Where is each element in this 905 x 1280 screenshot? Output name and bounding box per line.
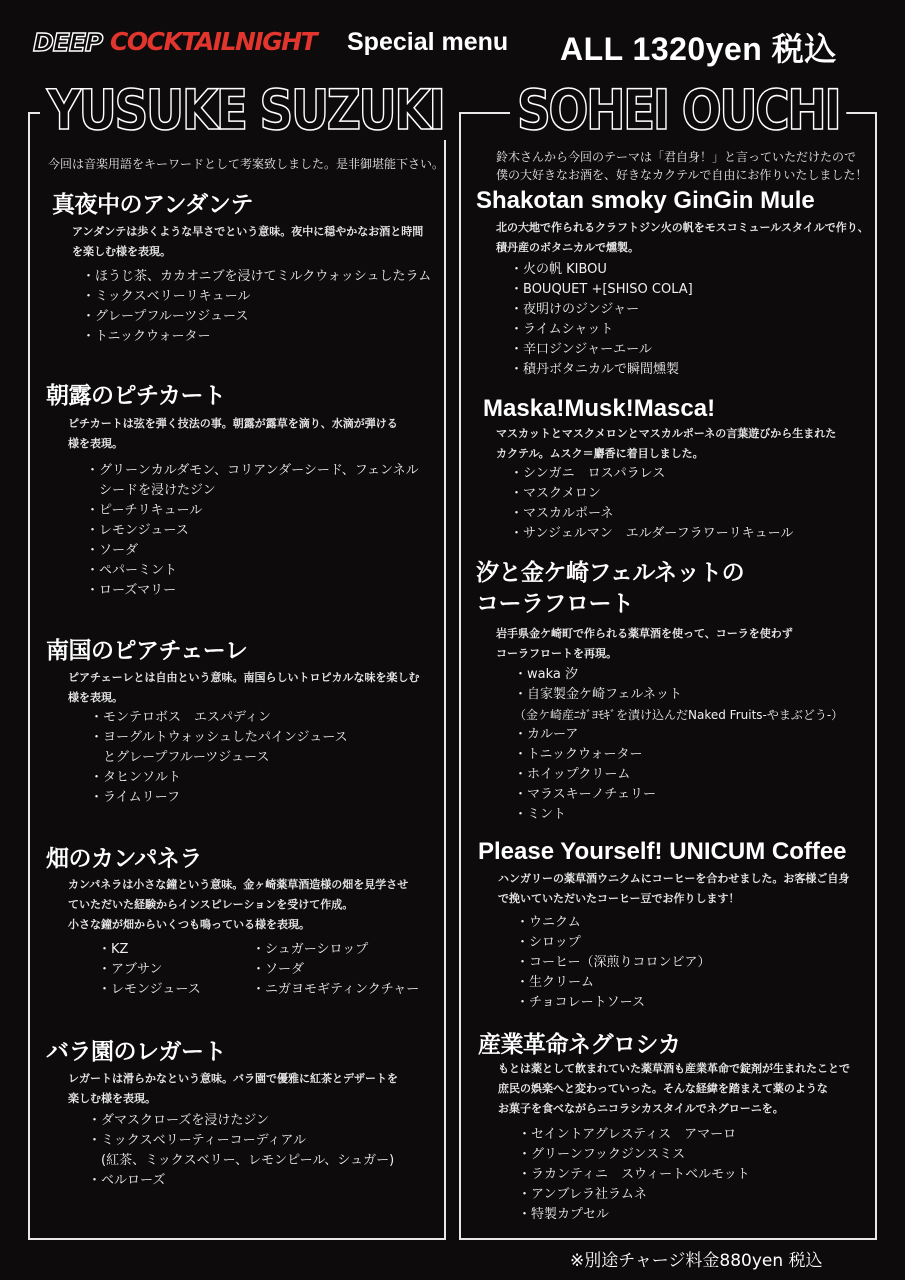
right-intro: 鈴木さんから今回のテーマは「君自身！」と言っていただけたので 僕の大好きなお酒を、好きなカクテルで自由にお作りいたしました！ (496, 150, 868, 182)
cocktail-name: Shakotan smoky GinGin Mule (476, 187, 815, 214)
ingredient: ・ベルローズ (88, 1173, 166, 1188)
ingredient-list (516, 913, 710, 1013)
ingredient: ・トニックウォーター (82, 329, 211, 344)
ingredient: ・ホイップクリーム (514, 767, 631, 782)
cocktail-name: 真夜中のアンダンテ (52, 192, 253, 218)
ingredient-list (88, 1111, 394, 1191)
ingredient: ・ほうじ茶、カカオニブを浸けてミルクウォッシュしたラム (82, 269, 432, 284)
ingredient: ・ウニクム (516, 915, 581, 930)
ingredient: （金ケ崎産ﾆｶﾞﾖﾓｷﾞを漬け込んだNaked Fruits-やまぶどう-） (514, 708, 844, 722)
ingredient: ・ミックスベリーティーコーディアル (88, 1133, 307, 1148)
ingredient: ・自家製金ケ崎フェルネット (514, 687, 682, 702)
ingredient: ・シンガニ ロスパラレス (510, 466, 666, 481)
ingredient-list (252, 940, 419, 1000)
cocktail-desc: レガートは滑らかなという意味。バラ園で優雅に紅茶とデザートを 楽しむ様を表現。 (68, 1072, 398, 1105)
cocktail-desc: ピアチェーレとは自由という意味。南国らしいトロピカルな味を楽しむ 様を表現。 (68, 671, 420, 704)
ingredient-list (82, 267, 431, 347)
ingredient: ・ミックスベリーリキュール (82, 289, 251, 304)
ingredient: ・ニガヨモギティンクチャー (252, 982, 420, 997)
ingredient: ・モンテロボス エスパディン (90, 710, 271, 725)
ingredient: ・ライムシャット (510, 322, 614, 337)
ingredient: ・シロップ (516, 935, 581, 950)
ingredient: ・サンジェルマン エルダーフラワーリキュール (510, 526, 794, 541)
ingredient: ・BOUQUET +[SHISO COLA] (510, 282, 693, 297)
ingredient: ・ソーダ (252, 962, 305, 977)
ingredient: シードを浸けたジン (86, 483, 216, 498)
ingredient: ・マスクメロン (510, 486, 601, 501)
logo-deep: DEEP (33, 28, 103, 57)
ingredient: ・waka 汐 (514, 667, 578, 682)
ingredient: ・セイントアグレスティス アマーロ (518, 1127, 737, 1142)
ingredient: ・ライムリーフ (90, 790, 180, 805)
ingredient: ・積丹ボタニカルで瞬間燻製 (510, 362, 680, 377)
cocktail-name: 南国のピアチェーレ (46, 638, 248, 664)
cocktail-desc: アンダンテは歩くような早さでという意味。夜中に穏やかなお酒と時間 を楽しむ様を表現。 (72, 225, 424, 258)
ingredient: ・レモンジュース (98, 982, 201, 997)
ingredient: ・シュガーシロップ (252, 942, 369, 957)
cocktail-name: 産業革命ネグロシカ (478, 1032, 681, 1058)
ingredient: ・アンブレラ社ラムネ (518, 1187, 647, 1202)
ingredient-list (510, 464, 793, 544)
logo-cocktailnight: COCKTAILNIGHT (110, 27, 317, 56)
ingredient: ・コーヒー（深煎りコロンビア） (516, 955, 711, 970)
cocktail-desc: ピチカートは弦を弾く技法の事。朝露が露草を滴り、水滴が弾ける 様を表現。 (68, 417, 398, 450)
ingredient: ・ヨーグルトウォッシュしたパインジュース (90, 730, 348, 745)
ingredient: ・マスカルポーネ (510, 506, 614, 521)
ingredient: ・ダマスクローズを浸けたジン (88, 1113, 270, 1128)
ingredient: ・火の帆 KIBOU (510, 262, 607, 277)
ingredient: ・トニックウォーター (514, 747, 643, 762)
ingredient: ・夜明けのジンジャー (510, 302, 640, 317)
ingredient: ・特製カプセル (518, 1207, 609, 1222)
ingredient: ・ソーダ (86, 543, 139, 558)
charge-note: ※別途チャージ料金880yen 税込 (570, 1251, 823, 1271)
cocktail-name: Maska!Musk!Masca! (483, 395, 716, 422)
ingredient: ・チョコレートソース (516, 995, 645, 1010)
cocktail-desc: 北の大地で作られるクラフトジン火の帆をモスコミュールスタイルで作り、 積丹産のボタニカルで燻製。 (496, 221, 869, 254)
bartender-name-right: SOHEI OUCHI (510, 80, 846, 140)
ingredient: ・ローズマリー (86, 583, 177, 598)
ingredient-list (98, 940, 201, 1000)
cocktail-name: 朝露のピチカート (46, 383, 226, 409)
ingredient: ・グリーンカルダモン、コリアンダーシード、フェンネル (86, 463, 419, 478)
ingredient: ・KZ (98, 942, 129, 957)
ingredient-list (510, 260, 693, 380)
cocktail-name: Please Yourself! UNICUM Coffee (478, 838, 847, 865)
price-label: ALL 1320yen 税込 (560, 31, 837, 67)
ingredient: ・生クリーム (516, 975, 595, 990)
cocktail-desc: もとは薬として飲まれていた薬草酒も産業革命で錠剤が生まれたことで 庶民の娯楽へと変わっていった。そんな経緯を踏まえて薬のような お菓子を食べながらニコラシカスタイルでネグローニを。 (498, 1062, 850, 1115)
ingredient: とグレープフルーツジュース (90, 750, 270, 765)
cocktail-name: 畑のカンパネラ (46, 846, 202, 872)
ingredient-list (518, 1125, 750, 1225)
ingredient: ・レモンジュース (86, 523, 189, 538)
ingredient: ・ピーチリキュール (86, 503, 203, 518)
ingredient: ・カルーア (514, 727, 579, 742)
cocktail-name: バラ園のレガート (46, 1039, 226, 1065)
cocktail-desc: ハンガリーの薬草酒ウニクムにコーヒーを合わせました。お客様ご自身 で挽いていただいたコーヒー豆でお作りします！ (498, 872, 850, 905)
logo-special-menu: Special menu (347, 28, 509, 56)
ingredient: ・アブサン (98, 962, 163, 977)
bartender-name-left: YUSUKE SUZUKI (40, 80, 450, 140)
ingredient: ・辛口ジンジャーエール (510, 342, 652, 357)
ingredient-list (514, 665, 843, 825)
ingredient: ・ペパーミント (86, 563, 178, 578)
ingredient: (紅茶、ミックスベリー、レモンピール、シュガー) (88, 1153, 395, 1168)
ingredient: ・ミント (514, 807, 567, 822)
ingredient: ・グレープフルーツジュース (82, 309, 249, 324)
ingredient: ・マラスキーノチェリー (514, 787, 656, 802)
cocktail-desc: カンパネラは小さな鐘という意味。金ヶ崎薬草酒造様の畑を見学させ ていただいた経験からインスピレーションを受けて作成。 小さな鐘が畑からいくつも鳴っている様を表現。 (68, 878, 409, 931)
left-intro: 今回は音楽用語をキーワードとして考案致しました。是非御堪能下さい。 (48, 157, 445, 171)
ingredient: ・タヒンソルト (90, 770, 182, 785)
ingredient-list (86, 461, 419, 601)
header (0, 0, 905, 70)
ingredient-list (90, 708, 348, 808)
ingredient: ・グリーンフックジンスミス (518, 1147, 686, 1162)
cocktail-desc: 岩手県金ケ崎町で作られる薬草酒を使って、コーラを使わず コーラフロートを再現。 (496, 627, 793, 660)
ingredient: ・ラカンティニ スウィートベルモット (518, 1167, 750, 1182)
cocktail-name: 汐と金ケ崎フェルネットの コーラフロート (476, 560, 745, 617)
cocktail-desc: マスカットとマスクメロンとマスカルポーネの言葉遊びから生まれた カクテル。ムスク＝麝香に着目しました。 (496, 427, 837, 460)
